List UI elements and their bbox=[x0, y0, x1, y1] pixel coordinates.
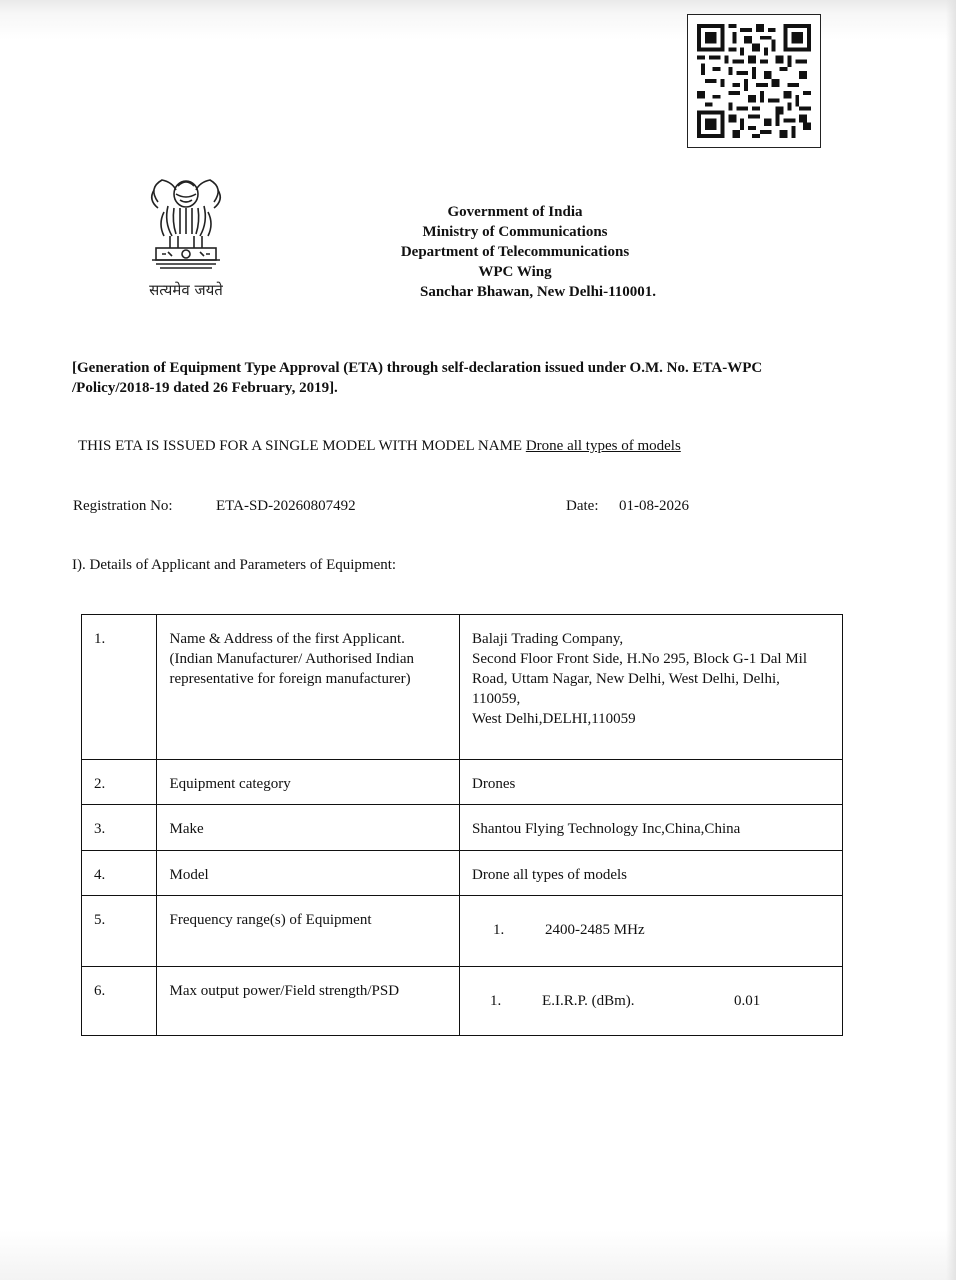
power-parameter-value: 0.01 bbox=[734, 993, 761, 1009]
table-row bbox=[82, 967, 843, 1036]
model-name-underlined: Drone all types of models bbox=[525, 438, 681, 454]
power-parameter-label: E.I.R.P. (dBm). bbox=[542, 993, 635, 1009]
row-number-cell: 6. bbox=[82, 967, 157, 1036]
table-row bbox=[82, 851, 843, 896]
applicant-address-line: Balaji Trading Company, bbox=[472, 631, 624, 647]
header-line-wing: WPC Wing bbox=[478, 264, 552, 280]
header-line-ministry: Ministry of Communications bbox=[422, 224, 608, 240]
row-number-cell: 2. bbox=[82, 760, 157, 805]
row-number-cell: 4. bbox=[82, 851, 157, 896]
frequency-item-number: 1. bbox=[493, 922, 505, 938]
row-number-cell: 1. bbox=[82, 615, 157, 760]
qr-code-icon bbox=[687, 14, 821, 148]
row-value-cell: Shantou Flying Technology Inc,China,China bbox=[460, 805, 843, 851]
document-subject: [Generation of Equipment Type Approval (ETA) through self-declaration issued under O.M. No. ETA-WPC /Policy/2018-19 dated 26 February, 2019]. bbox=[72, 360, 763, 396]
single-model-prefix: THIS ETA IS ISSUED FOR A SINGLE MODEL WITH MODEL NAME bbox=[78, 438, 523, 454]
row-value-cell bbox=[460, 896, 843, 967]
table-row bbox=[82, 805, 843, 851]
section-title: I). Details of Applicant and Parameters of Equipment: bbox=[72, 557, 397, 573]
emblem-motto: सत्यमेव जयते bbox=[149, 281, 223, 299]
row-value-cell: Drone all types of models bbox=[460, 851, 843, 896]
row-value-cell: Drones bbox=[460, 760, 843, 805]
row-number-cell: 5. bbox=[82, 896, 157, 967]
row-label-cell: Model bbox=[157, 851, 460, 896]
date-label: Date: bbox=[566, 498, 599, 514]
table-row bbox=[82, 615, 843, 760]
header-line-address: Sanchar Bhawan, New Delhi-110001. bbox=[420, 284, 657, 300]
applicant-address-line: Second Floor Front Side, H.No 295, Block G-1 Dal Mil bbox=[472, 651, 808, 667]
applicant-label-line: representative for foreign manufacturer) bbox=[169, 671, 411, 687]
row-value-cell bbox=[460, 967, 843, 1036]
row-label-cell: Make bbox=[157, 805, 460, 851]
page-edge-shadow bbox=[946, 0, 956, 1280]
applicant-address-line: Road, Uttam Nagar, New Delhi, West Delhi, Delhi, bbox=[472, 671, 780, 687]
row-label-cell bbox=[157, 615, 460, 760]
national-emblem-icon bbox=[138, 172, 234, 302]
applicant-address-line: 110059, bbox=[472, 691, 521, 707]
power-item-number: 1. bbox=[490, 993, 502, 1009]
header-line-department: Department of Telecommunications bbox=[400, 244, 630, 260]
row-label-cell: Frequency range(s) of Equipment bbox=[157, 896, 460, 967]
registration-label: Registration No: bbox=[73, 498, 173, 514]
frequency-range-value: 2400-2485 MHz bbox=[545, 922, 645, 938]
row-label-cell: Max output power/Field strength/PSD bbox=[157, 967, 460, 1036]
table-row bbox=[82, 760, 843, 805]
date-value: 01-08-2026 bbox=[619, 498, 689, 514]
applicant-label-line: (Indian Manufacturer/ Authorised Indian bbox=[169, 651, 414, 667]
header-line-government: Government of India bbox=[447, 204, 583, 220]
row-label-cell: Equipment category bbox=[157, 760, 460, 805]
row-value-cell bbox=[460, 615, 843, 760]
details-table bbox=[81, 614, 843, 1036]
applicant-label-line: Name & Address of the first Applicant. bbox=[169, 631, 405, 647]
table-row bbox=[82, 896, 843, 967]
single-model-statement bbox=[78, 438, 681, 455]
government-header bbox=[380, 202, 657, 302]
row-number-cell: 3. bbox=[82, 805, 157, 851]
applicant-address-line: West Delhi,DELHI,110059 bbox=[472, 711, 636, 727]
registration-number: ETA-SD-20260807492 bbox=[216, 498, 356, 514]
